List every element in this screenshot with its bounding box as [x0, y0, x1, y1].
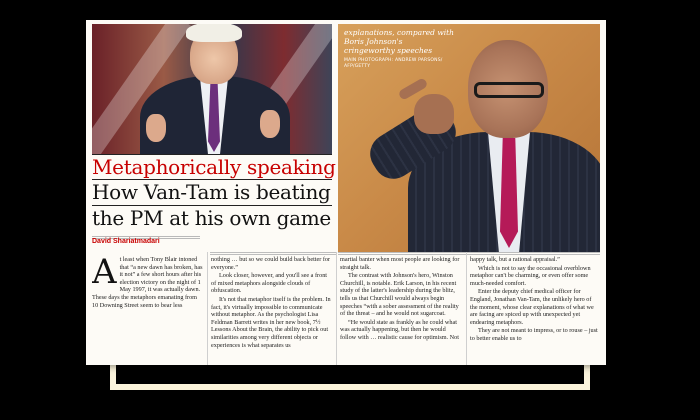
column-divider — [466, 252, 467, 365]
glasses — [474, 82, 544, 98]
column-top-rule — [338, 252, 600, 255]
article-column-1 — [92, 256, 204, 364]
drop-cap: A — [92, 256, 117, 292]
hair — [186, 24, 242, 42]
paragraph: martial banter when most people are looking for straight talk. — [340, 256, 460, 271]
paragraph: They are not meant to impress, or to rouse – just to better enable us to — [470, 327, 598, 342]
pink-tie — [500, 138, 518, 248]
paragraph: The contrast with Johnson's hero, Winston Churchill, is notable. Erik Larson, in his recent study of the latter's leadership during the blitz, tells us that Churchill would always begin speeches “with a sober assessment of the reality of the threat – and he would not sugarcoat. — [340, 272, 459, 318]
paragraph: “He would state as frankly as he could what was actually happening, but then he would follow with … realistic cause for optimism. Not — [340, 318, 459, 341]
photo-caption — [344, 28, 454, 70]
paragraph: t least when Tony Blair intoned that “a new dawn has broken, has it not” a few short hours after his election victory on the night of 1 May 1997, it was actually dawn. These days the metaphors emanating from 10 Downing Street seem to bear less — [92, 256, 203, 309]
article-column-2 — [211, 256, 333, 364]
photo-credit: MAIN PHOTOGRAPH: ANDREW PARSONS/ AFP/GETTY — [344, 58, 443, 69]
column-top-rule — [210, 252, 336, 255]
headline-line-2: the PM at his own game — [92, 206, 331, 230]
photo-van-tam — [338, 24, 600, 252]
photo-boris-johnson — [92, 24, 332, 154]
kicker: Metaphorically speaking — [92, 155, 336, 179]
article-column-3 — [340, 256, 462, 364]
paragraph: It's not that metaphor itself is the problem. In fact, it's virtually impossible to communicate without metaphor. As the psychologist Lisa Feldman Barrett writes in her new book, 7½ Lessons About the Brain, the ability to pick out similarities among very different objects or experiences is what separates us — [211, 295, 331, 349]
paragraph: Enter the deputy chief medical officer for England, Jonathan Van-Tam, the unlikely hero of the moment, whose clear explanations of what we are facing are spiced up with unexpected yet endearing metaphors. — [470, 288, 594, 326]
pointing-hand — [414, 94, 454, 134]
paragraph: Which is not to say the occasional overblown metaphor can't be charming, or even offer some much-needed comfort. — [470, 264, 591, 287]
paragraph: Look closer, however, and you'll see a front of mixed metaphors alongside clouds of obfuscation. — [211, 272, 328, 295]
headline-line-1: How Van-Tam is beating — [92, 180, 331, 204]
right-hand — [260, 110, 280, 138]
byline: David Shariatmadari — [92, 238, 160, 245]
caption-text: explanations, compared with Boris Johnson's cringeworthy speeches — [344, 28, 454, 55]
left-hand — [146, 114, 166, 142]
column-divider — [207, 252, 208, 365]
article-column-4 — [470, 256, 598, 364]
newspaper-page — [86, 20, 606, 365]
column-divider — [336, 252, 337, 365]
paragraph: happy talk, but a rational appraisal.” — [470, 256, 560, 263]
paragraph: nothing … but so we could build back better for everyone.” — [211, 256, 331, 271]
